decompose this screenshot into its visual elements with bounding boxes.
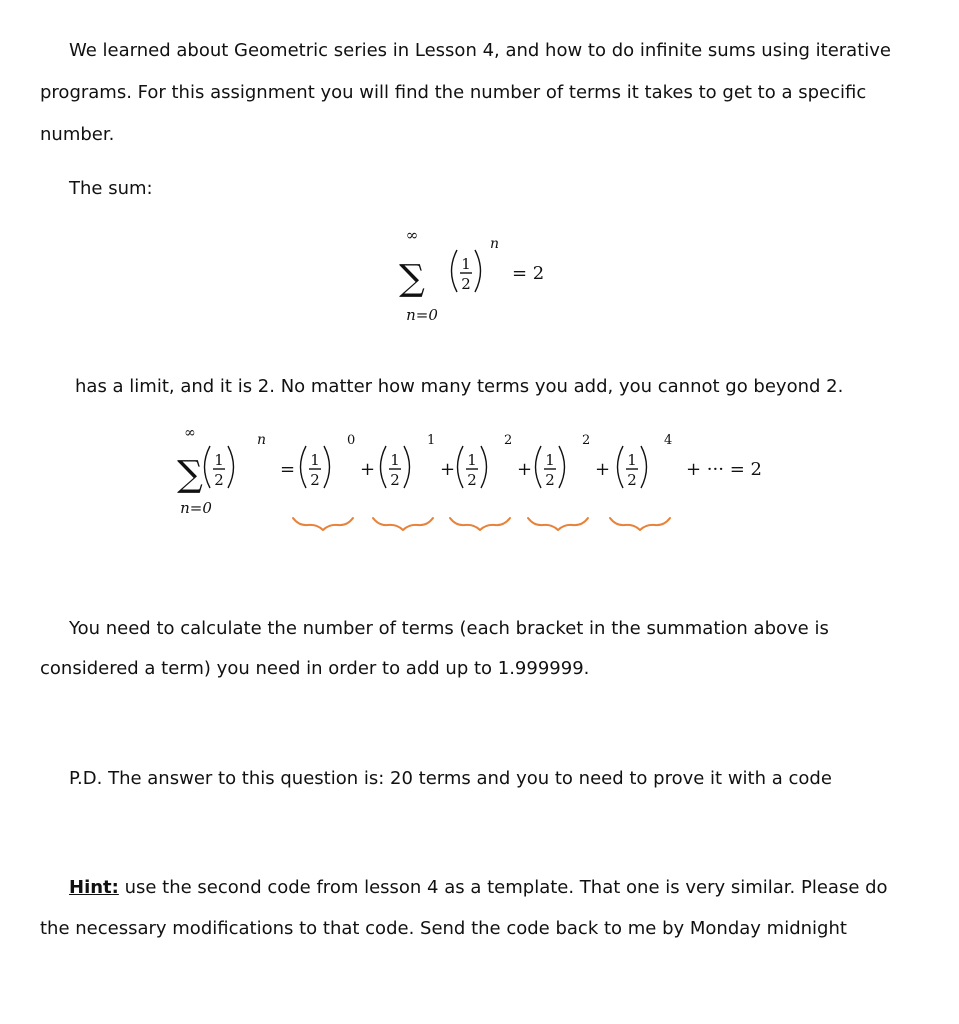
term-left-paren (458, 446, 464, 488)
hint-line-2: the necessary modifications to that code. Send the code back to me by Monday midnight (40, 918, 847, 939)
term-3 (450, 433, 532, 530)
term-left-paren (381, 446, 387, 488)
term-plus: + (595, 459, 611, 480)
task-line-1: You need to calculate the number of terms (each bracket in the summation above is (69, 618, 829, 639)
term-2 (373, 433, 455, 530)
term-exponent: 4 (664, 433, 673, 448)
term-denominator: 2 (627, 471, 637, 489)
term-right-paren (481, 446, 487, 488)
hint-line-1 (69, 879, 888, 897)
term-numerator: 1 (390, 451, 400, 469)
term-plus: + (360, 459, 376, 480)
term-numerator: 1 (310, 451, 320, 469)
formula-1-upper: ∞ (405, 226, 419, 244)
term-5 (610, 433, 672, 530)
formula-1-exponent: n (490, 236, 500, 252)
formula-2-numerator: 1 (214, 451, 224, 469)
task-line-2: considered a term) you need in order to add up to 1.999999. (40, 658, 590, 679)
term-numerator: 1 (467, 451, 477, 469)
term-brace-icon (528, 518, 588, 530)
formula-2-lower: n=0 (180, 499, 212, 517)
formula-1-numerator: 1 (461, 255, 471, 273)
term-brace-icon (293, 518, 353, 530)
term-right-paren (641, 446, 647, 488)
formula-2-upper: ∞ (184, 425, 196, 441)
term-left-paren (618, 446, 624, 488)
term-right-paren (324, 446, 330, 488)
term-denominator: 2 (545, 471, 555, 489)
term-exponent: 2 (582, 433, 591, 448)
term-denominator: 2 (467, 471, 477, 489)
intro-line-3: number. (40, 124, 115, 145)
term-plus: + (440, 459, 456, 480)
pd-text: P.D. The answer to this question is: 20 terms and you to need to prove it with a code (69, 768, 832, 789)
term-left-paren (301, 446, 307, 488)
formula-1-denominator: 2 (461, 275, 471, 293)
term-plus: + (517, 459, 533, 480)
term-brace-icon (373, 518, 433, 530)
hint-label: Hint: (69, 877, 119, 898)
intro-line-2: programs. For this assignment you will find the number of terms it takes to get to a specific (40, 82, 867, 103)
formula-1-sigma: ∑ (399, 258, 425, 299)
term-left-paren (536, 446, 542, 488)
sum-label: The sum: (69, 178, 153, 199)
formula-2-exponent: n (257, 432, 267, 448)
term-numerator: 1 (545, 451, 555, 469)
formula-2-ending: + ··· = 2 (686, 459, 762, 480)
term-right-paren (404, 446, 410, 488)
intro-line-1: We learned about Geometric series in Lesson 4, and how to do infinite sums using iterative (69, 40, 891, 61)
term-denominator: 2 (310, 471, 320, 489)
term-brace-icon (610, 518, 670, 530)
formula-1-lower: n=0 (406, 306, 438, 324)
term-exponent: 2 (504, 433, 513, 448)
limit-text: has a limit, and it is 2. No matter how many terms you add, you cannot go beyond 2. (75, 376, 844, 397)
term-1 (293, 433, 375, 530)
term-4 (528, 433, 610, 530)
term-brace-icon (450, 518, 510, 530)
formula-2-sigma: ∑ (177, 454, 203, 495)
term-exponent: 0 (347, 433, 356, 448)
term-denominator: 2 (390, 471, 400, 489)
hint-line-1-rest: use the second code from lesson 4 as a template. That one is very similar. Please do (118, 877, 888, 898)
term-numerator: 1 (627, 451, 637, 469)
term-right-paren (559, 446, 565, 488)
formula-2-right-paren (228, 446, 234, 488)
formula-2-equals: = (280, 459, 296, 480)
term-exponent: 1 (427, 433, 436, 448)
formula-2-left-paren (205, 446, 211, 488)
formula-1-result: = 2 (512, 263, 545, 284)
formula-2-denominator: 2 (214, 471, 224, 489)
